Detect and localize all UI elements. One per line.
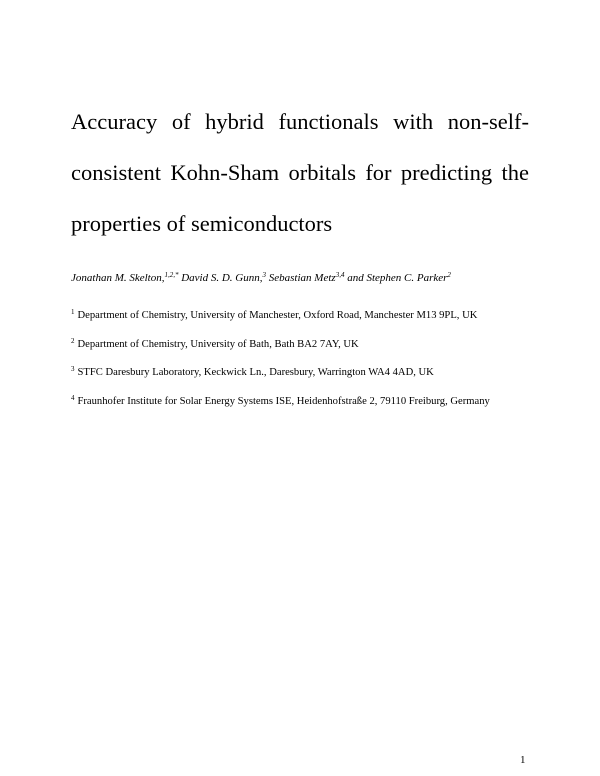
author-list (71, 270, 541, 286)
author-affiliation-marker: 2 (447, 271, 451, 279)
author-name: Jonathan M. Skelton, (71, 272, 165, 284)
author-name: Stephen C. Parker (366, 272, 448, 284)
paper-title: Accuracy of hybrid functionals with non-self-consistent Kohn-Sham orbitals for predicting the properties of semiconductors (71, 109, 529, 236)
affiliation-text: Department of Chemistry, University of Manchester, Oxford Road, Manchester M13 9PL, UK (77, 310, 478, 321)
affiliation-text: Department of Chemistry, University of Bath, Bath BA2 7AY, UK (77, 338, 359, 350)
affiliation-item (71, 309, 541, 323)
affiliation-number: 1 (71, 308, 75, 316)
author-affiliation-marker: 3,4 (335, 271, 345, 279)
affiliation-text: STFC Daresbury Laboratory, Keckwick Ln., Daresbury, Warrington WA4 4AD, UK (77, 367, 434, 378)
author-separator: and (344, 272, 367, 284)
affiliation-item (71, 338, 541, 352)
author-name: David S. D. Gunn, (181, 272, 263, 284)
affiliation-text: Fraunhofer Institute for Solar Energy Systems ISE, Heidenhofstraße 2, 79110 Freiburg, Germany (77, 395, 490, 407)
affiliation-item (71, 395, 541, 409)
affiliation-number: 4 (71, 393, 75, 402)
affiliation-number: 3 (71, 365, 75, 373)
affiliation-item (71, 366, 541, 380)
affiliation-list (71, 309, 541, 423)
page-number: 1 (520, 754, 526, 766)
author-affiliation-marker: 3 (262, 271, 267, 279)
author-affiliation-marker: 1,2,* (164, 271, 179, 279)
author-name: Sebastian Metz (268, 272, 336, 284)
affiliation-number: 2 (71, 336, 75, 345)
